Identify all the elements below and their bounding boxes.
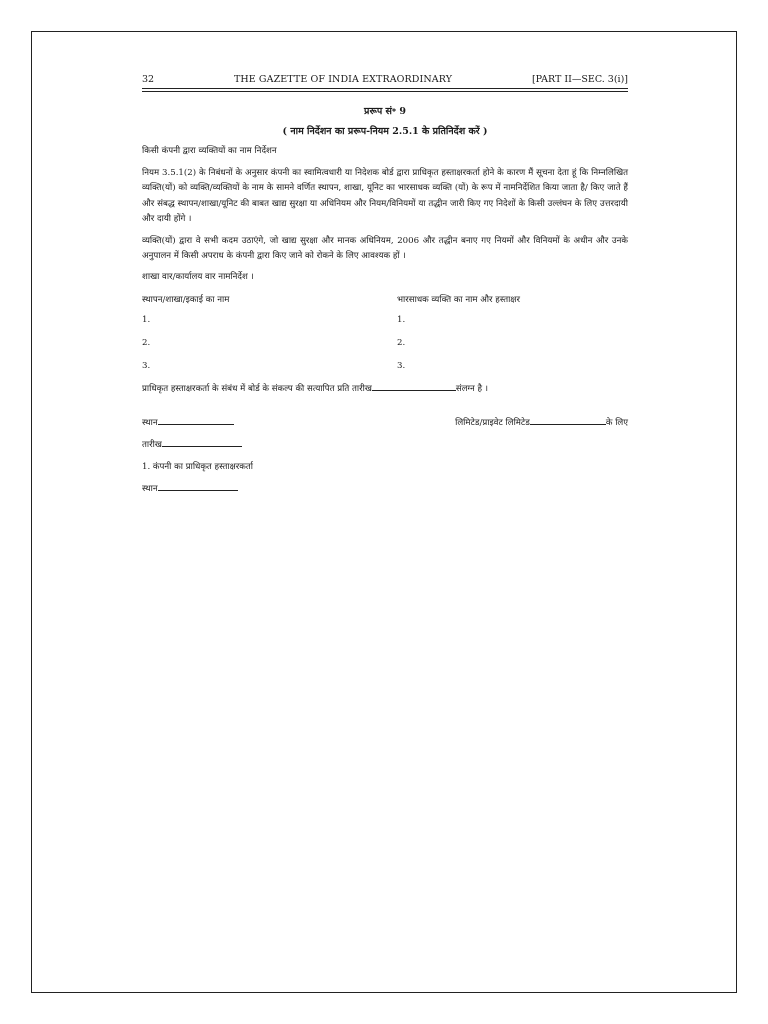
establishment-list (142, 309, 397, 378)
section-label: [PART II—SEC. 3(i)] (531, 74, 628, 85)
place-row-2 (142, 482, 628, 494)
list-item: 1. (142, 315, 151, 325)
list-item: 2. (397, 338, 406, 348)
form-subtitle: ( नाम निर्देशन का प्ररूप-नियम 2.5.1 के प्रतिनिर्देश करें ) (282, 126, 488, 137)
date-blank-line (372, 385, 456, 391)
document-page (31, 31, 737, 993)
list-item: 2. (142, 338, 151, 348)
authorized-signatory: 1. कंपनी का प्राधिकृत हस्ताक्षरकर्ता (142, 462, 253, 472)
list-item: 3. (142, 361, 151, 371)
body-paragraph-1: नियम 3.5.1(2) के निबंधनों के अनुसार कंपनी का स्वामित्वधारी या निदेशक बोर्ड द्वारा प्राधिकृत हस्ताक्षरकर्ता होने के कारण मैं सूचना देता हूं कि निम्नलिखित व्यक्ति(यों) को व्यक्ति/व्यक्तियों के नाम के सामने वर्णित स्थापन, शाखा, यूनिट का भारसाधक व्यक्ति (यों) के रूप में नामनिर्देशित किया जाता है/ किए जाते हैं और संबद्ध स्थापन/शाखा/यूनिट की बाबत खाद्य सुरक्षा या अधिनियम और नियम/विनियमों या तद्धीन जारी किए गए निदेशों के किसी उल्लंघन के लिए उत्तरदायी और दायी होंगे । (142, 167, 628, 224)
form-number: प्ररूप सं॰ 9 (364, 106, 406, 117)
person-column-header: भारसाधक व्यक्ति का नाम और हस्ताक्षर (397, 295, 520, 305)
columns-header (142, 291, 628, 309)
page-content (142, 74, 628, 494)
place-blank-line-2 (158, 485, 238, 491)
company-suffix: के लिए (605, 418, 628, 428)
gazette-header (142, 74, 628, 89)
body-paragraph-2: व्यक्ति(यों) द्वारा वे सभी कदम उठाएंगे, जो खाद्य सुरक्षा और मानक अधिनियम, 2006 और तद्धीन बनाए गए नियमों और विनियमों के अधीन और उनके अनुपालन में किसी अपराध के कंपनी द्वारा किए जाने को रोकने के लिए आवश्यक हों । (142, 235, 628, 261)
list-item: 1. (397, 315, 406, 325)
establishment-column-header: स्थापन/शाखा/इकाई का नाम (142, 295, 230, 305)
list-item: 3. (397, 361, 406, 371)
intro-paragraph: किसी कंपनी द्वारा व्यक्तियों का नाम निर्देशन (142, 146, 277, 156)
attestation-suffix: संलग्न है । (455, 384, 489, 394)
company-blank-line (530, 419, 606, 425)
resolution-attestation (142, 382, 628, 394)
person-list (397, 309, 628, 378)
place-company-row (142, 416, 628, 428)
page-number: 32 (142, 74, 155, 85)
nomination-list (142, 309, 628, 378)
place-label: स्थान (142, 418, 158, 428)
gazette-title: THE GAZETTE OF INDIA EXTRAORDINARY (233, 74, 453, 85)
date-label: तारीख (142, 440, 162, 450)
attestation-text: प्राधिकृत हस्ताक्षरकर्ता के संबंध में बोर्ड के संकल्प की सत्यापित प्रति तारीख (142, 384, 372, 394)
company-label: लिमिटेड/प्राइवेट लिमिटेड (455, 418, 530, 428)
place-blank-line (158, 419, 234, 425)
date-row (142, 438, 628, 450)
date-signature-line (162, 441, 242, 447)
place-label-2: स्थान (142, 484, 158, 494)
branch-nomination-line: शाखा वार/कार्यालय वार नामनिर्देश । (142, 271, 254, 282)
